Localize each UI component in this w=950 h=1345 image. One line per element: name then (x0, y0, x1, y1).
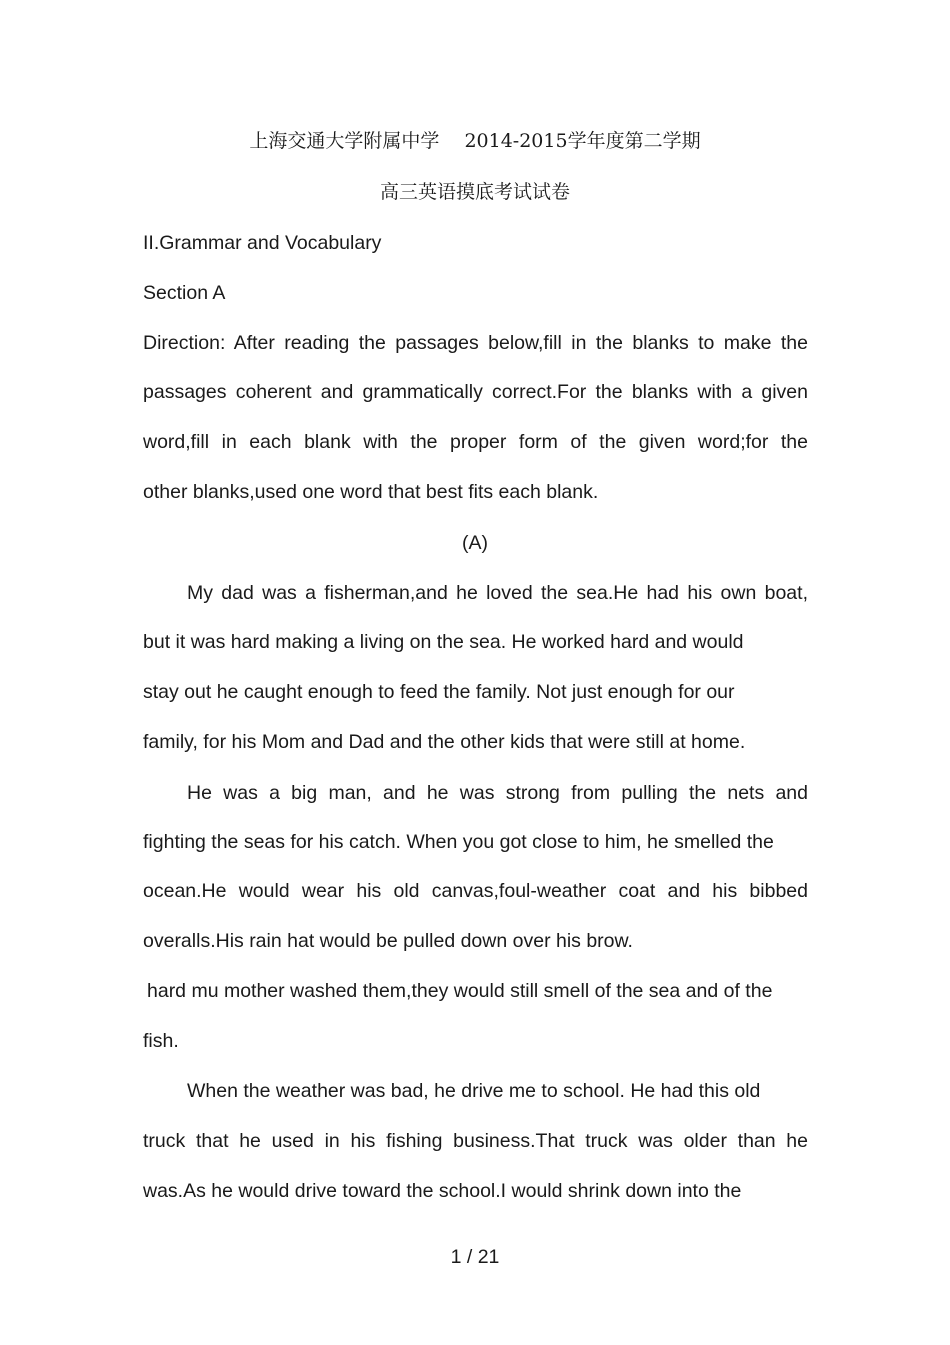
passage-line: family, for his Mom and Dad and the other kids that were still at home. (143, 731, 746, 753)
document-title-line-2: 高三英语摸底考试试卷 (379, 181, 570, 203)
section-heading: Section A (143, 282, 226, 304)
passage-line: hard mu mother washed them,they would still smell of the sea and of the (147, 980, 773, 1002)
passage-line: He was a big man, and he was strong from pulling the nets and (187, 782, 808, 804)
passage-line: fish. (143, 1030, 179, 1052)
direction-line: word,fill in each blank with the proper form of the given word;for the (143, 431, 808, 453)
passage-line: overalls.His rain hat would be pulled down over his brow. (143, 930, 633, 952)
passage-line: was.As he would drive toward the school.I would shrink down into the (143, 1180, 742, 1202)
passage-label: (A) (462, 532, 488, 554)
page-number: 1 / 21 (450, 1246, 500, 1268)
passage-line: fighting the seas for his catch. When you got close to him, he smelled the (143, 831, 774, 853)
passage-line: truck that he used in his fishing business.That truck was older than he (143, 1130, 808, 1152)
passage-line: stay out he caught enough to feed the family. Not just enough for our (143, 681, 735, 703)
document-title-line-1: 上海交通大学附属中学 2014-2015学年度第二学期 (249, 130, 701, 152)
direction-line: other blanks,used one word that best fits each blank. (143, 481, 599, 503)
part-heading: II.Grammar and Vocabulary (143, 232, 382, 254)
passage-line: My dad was a fisherman,and he loved the sea.He had his own boat, (187, 582, 808, 604)
direction-line: passages coherent and grammatically correct.For the blanks with a given (143, 381, 808, 403)
passage-line: When the weather was bad, he drive me to school. He had this old (187, 1080, 761, 1102)
direction-line: Direction: After reading the passages below,fill in the blanks to make the (143, 332, 808, 354)
passage-line: ocean.He would wear his old canvas,foul-weather coat and his bibbed (143, 880, 808, 902)
passage-line: but it was hard making a living on the sea. He worked hard and would (143, 631, 744, 653)
